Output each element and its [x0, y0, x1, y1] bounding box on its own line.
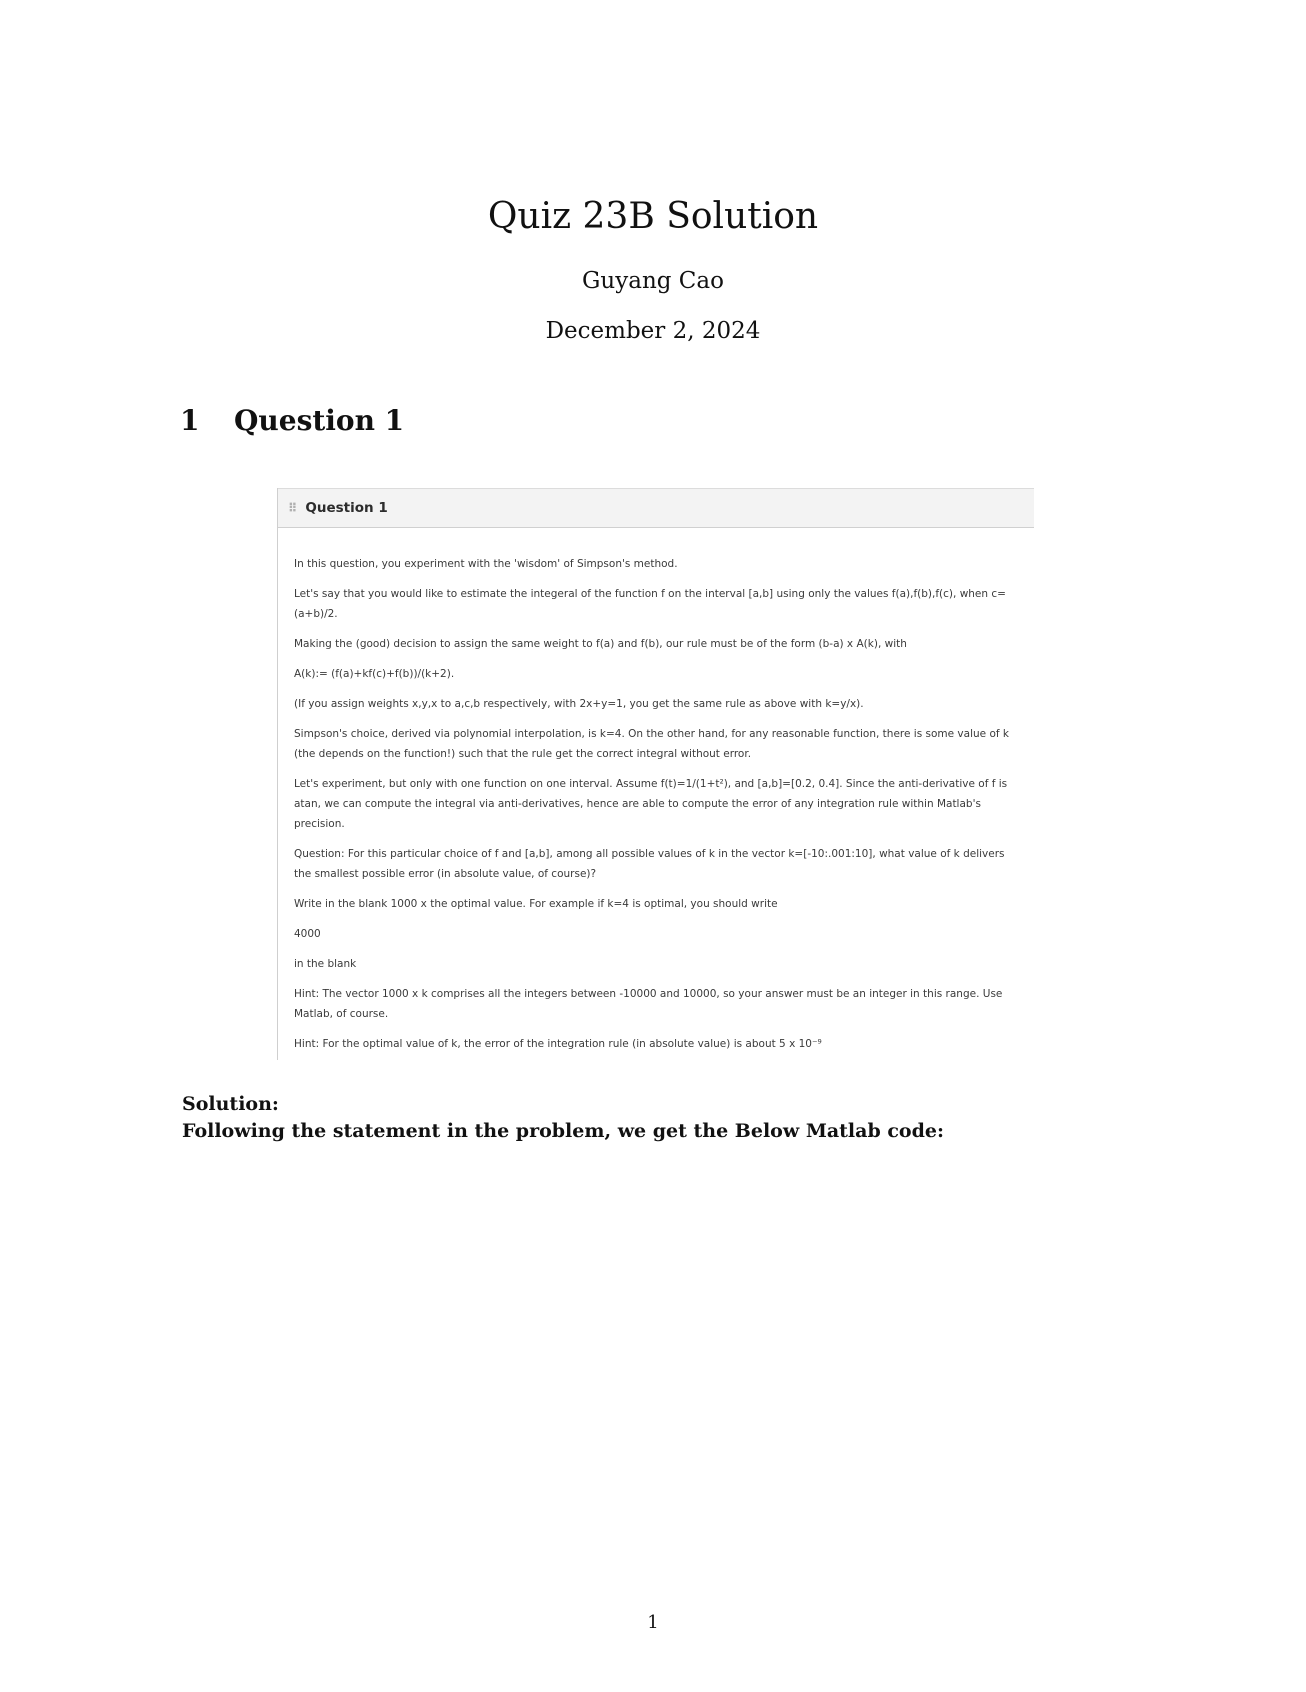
drag-handle-icon: ⠿ — [288, 501, 296, 515]
question-screenshot — [277, 488, 1034, 1060]
question-paragraph: Simpson's choice, derived via polynomial interpolation, is k=4. On the other hand, for any reasonable function, there is some value of k (the depends on the function!) such that the rule get the correct integral without error. — [294, 728, 1009, 760]
question-paragraph: Question: For this particular choice of f and [a,b], among all possible values of k in the vector k=[-10:.001:10], what value of k delivers the smallest possible error (in absolute value, of course)? — [294, 848, 1005, 880]
question-header — [278, 488, 1034, 528]
section-heading — [180, 404, 404, 437]
solution-label: Solution: — [182, 1093, 279, 1115]
document-author: Guyang Cao — [582, 268, 724, 294]
question-paragraph: In this question, you experiment with the 'wisdom' of Simpson's method. — [294, 558, 678, 570]
question-paragraph: Let's experiment, but only with one function on one interval. Assume f(t)=1/(1+t²), and [a,b]=[0.2, 0.4]. Since the anti-derivative of f is atan, we can compute the integral via anti-derivatives, hence are able to compute the error of any integration rule within Matlab's precision. — [294, 778, 1008, 830]
section-title: Question 1 — [234, 404, 405, 437]
question-paragraph: A(k):= (f(a)+kf(c)+f(b))/(k+2). — [294, 668, 455, 680]
question-header-label: Question 1 — [305, 500, 388, 516]
document-title: Quiz 23B Solution — [487, 196, 819, 237]
page-number: 1 — [647, 1612, 659, 1633]
question-paragraph: Write in the blank 1000 x the optimal value. For example if k=4 is optimal, you should write — [294, 898, 778, 910]
question-paragraph: Let's say that you would like to estimate the integeral of the function f on the interval [a,b] using only the values f(a),f(b),f(c), when c=(a+b)/2. — [294, 588, 1006, 620]
question-paragraph: (If you assign weights x,y,x to a,c,b respectively, with 2x+y=1, you get the same rule as above with k=y/x). — [294, 698, 864, 710]
question-paragraph: 4000 — [294, 928, 321, 940]
section-number: 1 — [180, 404, 200, 437]
document-date: December 2, 2024 — [545, 318, 761, 344]
solution-text: Following the statement in the problem, we get the Below Matlab code: — [182, 1120, 944, 1142]
question-paragraph: in the blank — [294, 958, 357, 970]
question-paragraph: Hint: For the optimal value of k, the error of the integration rule (in absolute value) is about 5 x 10⁻⁹ — [294, 1038, 822, 1050]
question-body — [278, 528, 1018, 1054]
question-paragraph: Hint: The vector 1000 x k comprises all the integers between -10000 and 10000, so your answer must be an integer in this range. Use Matlab, of course. — [294, 988, 1003, 1020]
question-paragraph: Making the (good) decision to assign the same weight to f(a) and f(b), our rule must be of the form (b-a) x A(k), with — [294, 638, 907, 650]
